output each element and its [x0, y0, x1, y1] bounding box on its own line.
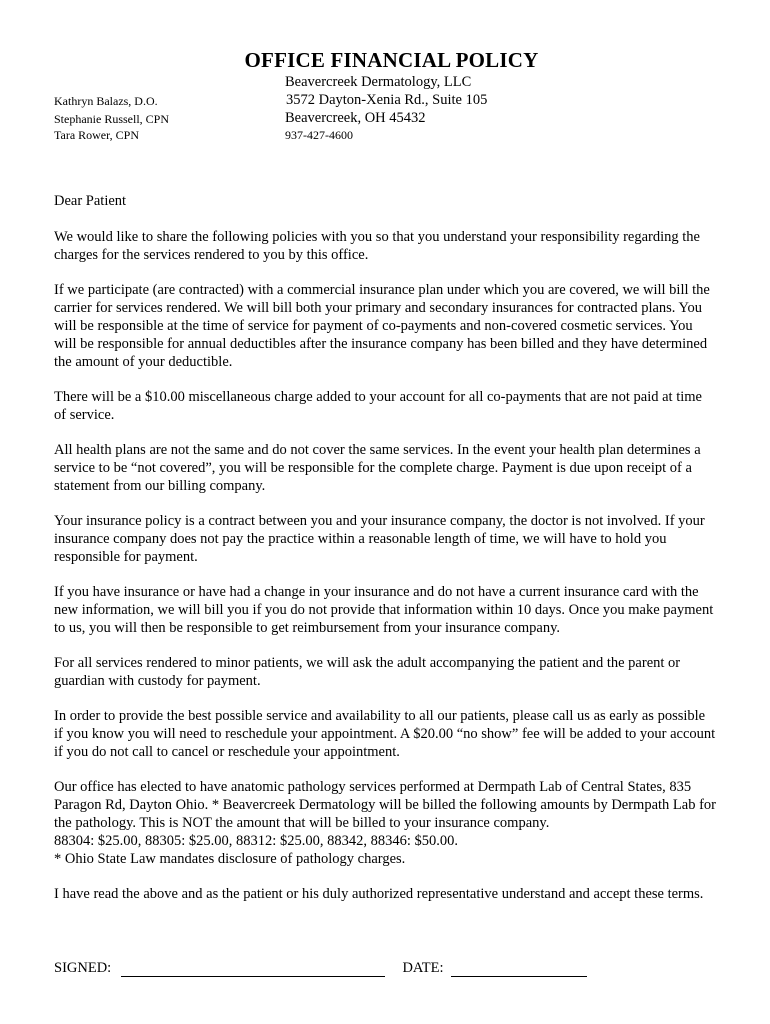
date-line[interactable] — [451, 962, 587, 977]
policy-paragraph: There will be a $10.00 miscellaneous charge added to your account for all co-payments that are not paid at time of service. — [54, 389, 702, 423]
acceptance-paragraph: I have read the above and as the patient or his duly authorized representative understand and accept these terms. — [54, 886, 704, 902]
address-line-1: 3572 Dayton-Xenia Rd., Suite 105 — [286, 92, 488, 108]
policy-paragraph: In order to provide the best possible service and availability to all our patients, please call us as early as possible if you know you will need to reschedule your appointment. A $20.00 “no show” fee will be added to your account if you do not call to cancel or reschedule your appointment. — [54, 708, 716, 760]
address-line-2: Beavercreek, OH 45432 — [285, 110, 426, 126]
policy-paragraph: If we participate (are contracted) with a commercial insurance plan under which you are covered, we will bill the carrier for services rendered. We will bill both your primary and secondary insurances for contracted plans. You will be responsible at the time of service for payment of co-payments and non-covered cosmetic services. You will be responsible for annual deductibles after the insurance company has been billed and they have determined the amount of your deductible. — [54, 282, 710, 370]
phone-number: 937-427-4600 — [285, 128, 353, 142]
signature-row — [54, 960, 587, 977]
signed-label: SIGNED: — [54, 960, 112, 976]
policy-paragraph: For all services rendered to minor patients, we will ask the adult accompanying the patient and the parent or guardian with custody for payment. — [54, 655, 681, 689]
pathology-charges: 88304: $25.00, 88305: $25.00, 88312: $25.00, 88342, 88346: $50.00. — [54, 833, 458, 849]
policy-paragraph: All health plans are not the same and do not cover the same services. In the event your health plan determines a service to be “not covered”, you will be responsible for the complete charge. Payment is due upon receipt of a statement from our billing company. — [54, 442, 701, 494]
pathology-paragraph — [54, 778, 716, 868]
staff-member: Tara Rower, CPN — [54, 128, 139, 142]
staff-member: Kathryn Balazs, D.O. — [54, 94, 158, 108]
letter-body — [54, 192, 716, 920]
salutation: Dear Patient — [54, 193, 127, 209]
policy-paragraph: If you have insurance or have had a change in your insurance and do not have a current insurance card with the new information, we will bill you if you do not provide that information within 10 days. Once you make payment to us, you will then be responsible to get reimbursement from your insurance company. — [54, 584, 714, 636]
date-label: DATE: — [402, 960, 444, 976]
policy-paragraph: Your insurance policy is a contract between you and your insurance company, the doctor is not involved. If your insurance company does not pay the practice within a reasonable length of time, we will have to hold you responsible for payment. — [54, 513, 705, 565]
policy-paragraph: We would like to share the following policies with you so that you understand your responsibility regarding the charges for the services rendered to you by this office. — [54, 229, 700, 263]
pathology-footnote: * Ohio State Law mandates disclosure of pathology charges. — [54, 851, 406, 867]
practice-name: Beavercreek Dermatology, LLC — [285, 74, 472, 90]
signature-line[interactable] — [121, 962, 385, 977]
document-title: OFFICE FINANCIAL POLICY — [244, 48, 539, 72]
staff-member: Stephanie Russell, CPN — [54, 112, 170, 126]
pathology-text: Our office has elected to have anatomic pathology services performed at Dermpath Lab of Central States, 835 Paragon Rd, Dayton Ohio. * Beavercreek Dermatology will be billed the following amounts by Dermpath Lab for the pathology. This is NOT the amount that will be billed to your insurance company. — [54, 779, 717, 831]
